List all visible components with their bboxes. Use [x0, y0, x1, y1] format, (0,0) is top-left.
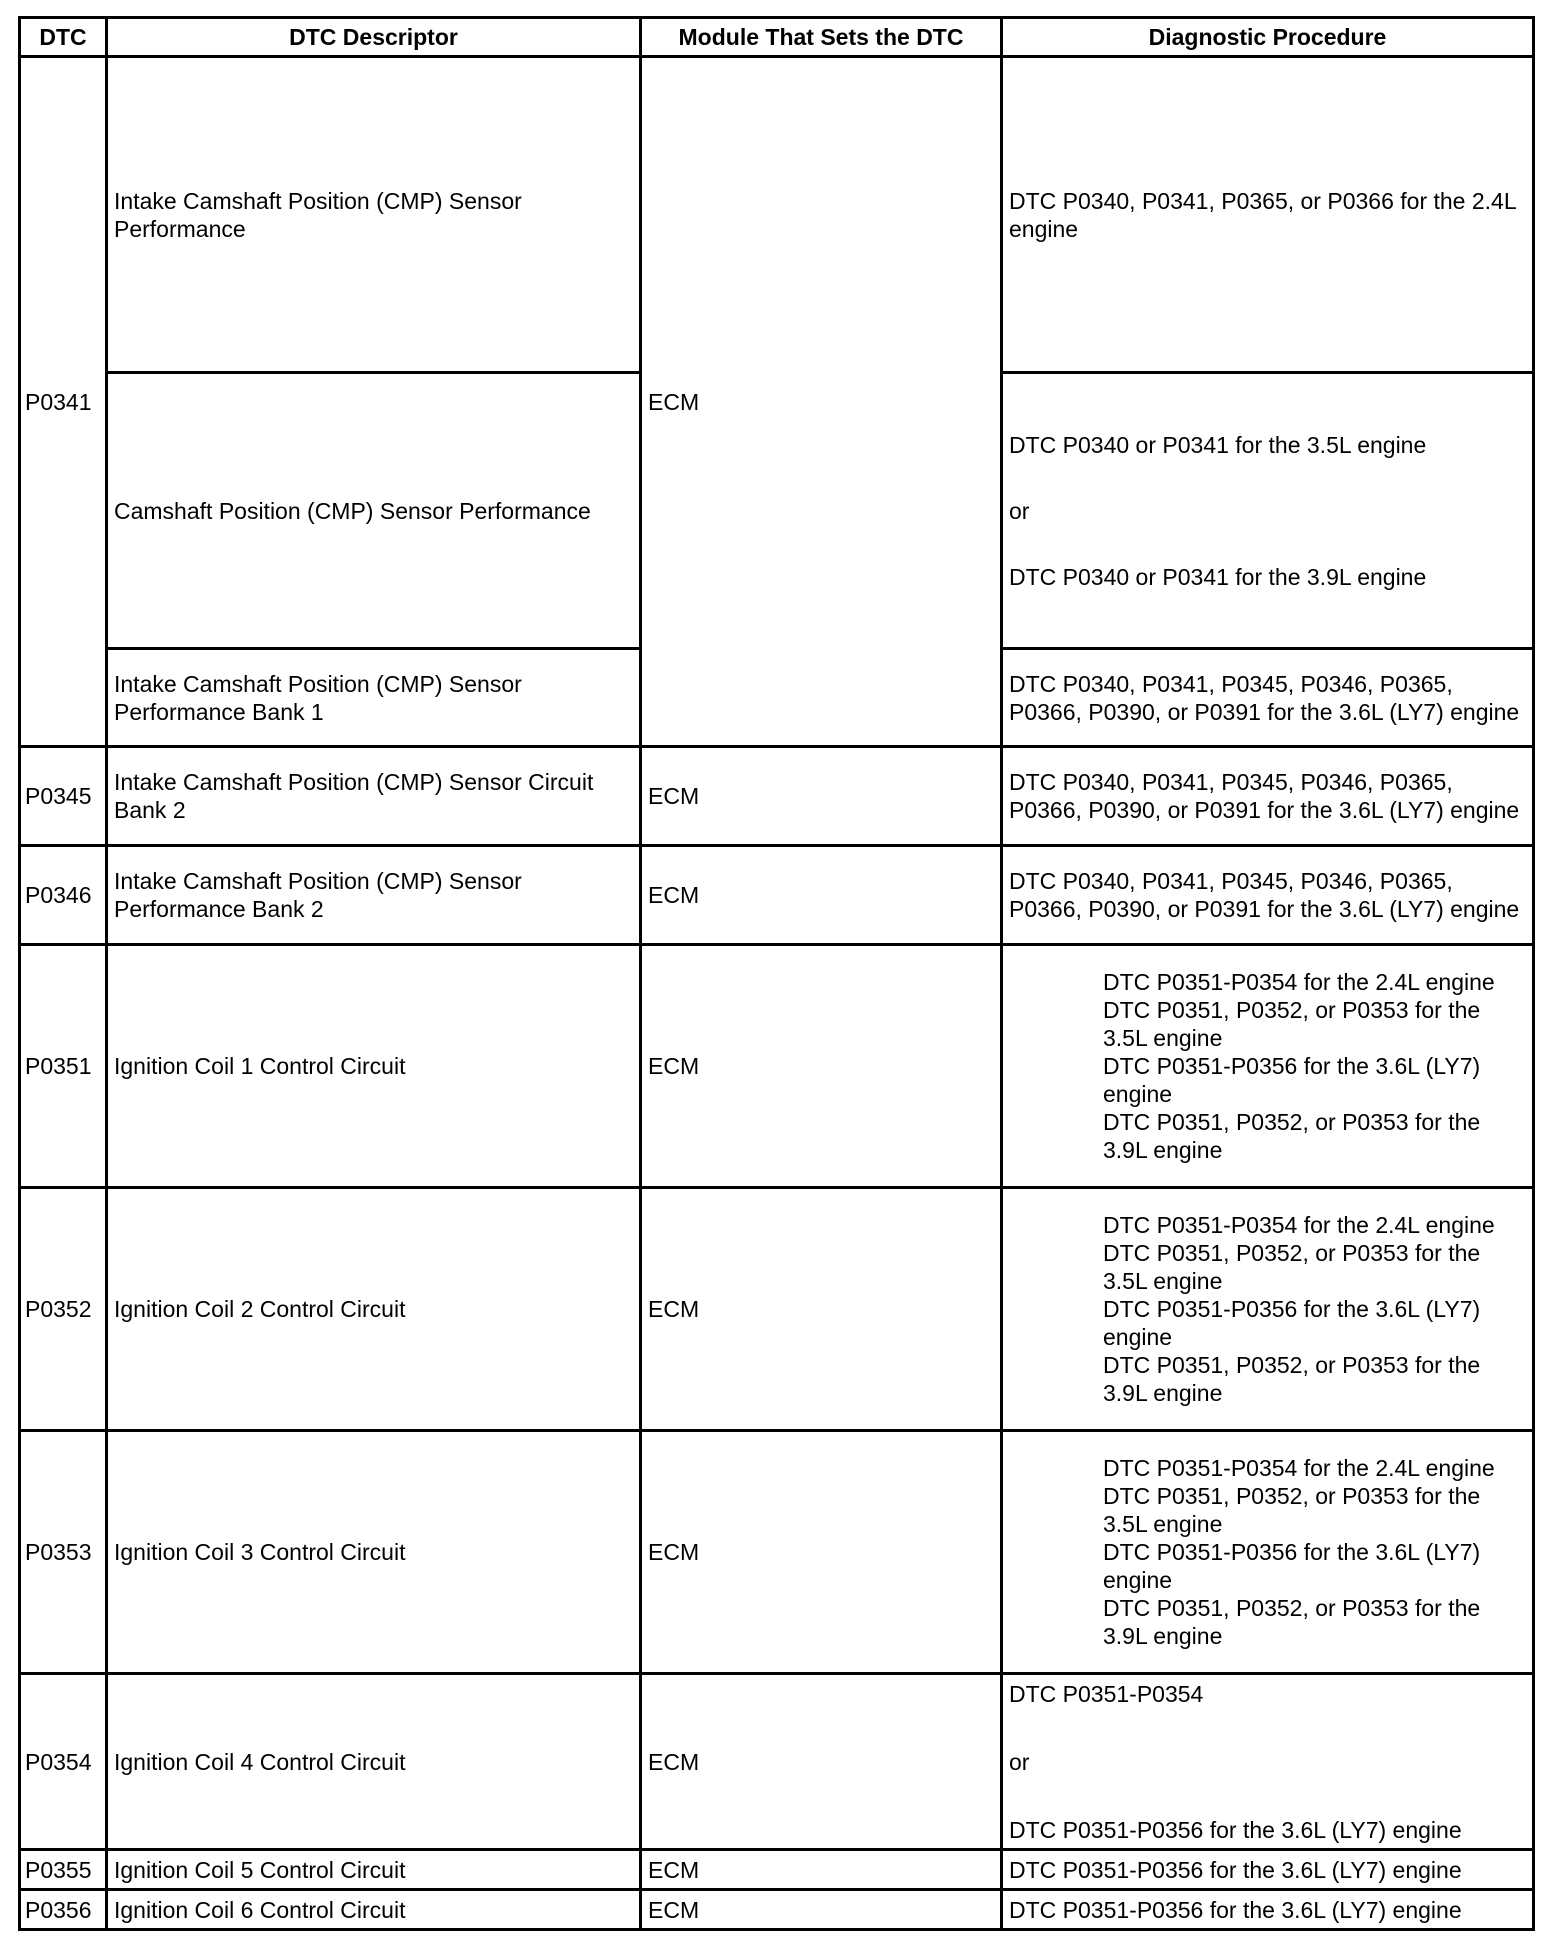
table-row-p0341-a [20, 57, 1534, 373]
procedure-line: DTC P0351, P0352, or P0353 for the 3.9L engine [1103, 1109, 1481, 1163]
procedure-line: DTC P0340 or P0341 for the 3.9L engine [1009, 563, 1427, 590]
procedure-p0353 [1002, 1431, 1534, 1674]
header-row [20, 18, 1534, 57]
dtc-code-p0353: P0353 [20, 1431, 107, 1674]
procedure-p0346: DTC P0340, P0341, P0345, P0346, P0365, P0366, P0390, or P0391 for the 3.6L (LY7) engine [1002, 846, 1534, 945]
descriptor-p0341-a: Intake Camshaft Position (CMP) Sensor Performance [107, 57, 641, 373]
procedure-line: DTC P0351-P0356 for the 3.6L (LY7) engine [1103, 1053, 1481, 1107]
procedure-line: DTC P0351-P0356 for the 3.6L (LY7) engine [1103, 1539, 1481, 1593]
procedure-or: or [1009, 497, 1030, 524]
table-row-p0354 [20, 1674, 1534, 1850]
header-dtc: DTC [20, 18, 107, 57]
dtc-code-p0352: P0352 [20, 1188, 107, 1431]
procedure-p0356: DTC P0351-P0356 for the 3.6L (LY7) engine [1002, 1890, 1534, 1930]
procedure-line: DTC P0351, P0352, or P0353 for the 3.9L engine [1103, 1352, 1481, 1406]
module-p0341: ECM [641, 57, 1002, 747]
dtc-code-p0346: P0346 [20, 846, 107, 945]
dtc-code-p0354: P0354 [20, 1674, 107, 1850]
descriptor-p0341-b: Camshaft Position (CMP) Sensor Performance [107, 373, 641, 649]
procedure-line: DTC P0340 or P0341 for the 3.5L engine [1009, 431, 1427, 458]
procedure-p0341-b [1002, 373, 1534, 649]
table-row-p0351 [20, 945, 1534, 1188]
procedure-p0351 [1002, 945, 1534, 1188]
procedure-line: DTC P0351, P0352, or P0353 for the 3.5L engine [1103, 1483, 1481, 1537]
procedure-p0352 [1002, 1188, 1534, 1431]
procedure-p0355: DTC P0351-P0356 for the 3.6L (LY7) engine [1002, 1850, 1534, 1890]
procedure-line: DTC P0351-P0356 for the 3.6L (LY7) engine [1009, 1816, 1462, 1843]
header-module: Module That Sets the DTC [641, 18, 1002, 57]
descriptor-p0355: Ignition Coil 5 Control Circuit [107, 1850, 641, 1890]
descriptor-p0356: Ignition Coil 6 Control Circuit [107, 1890, 641, 1930]
module-p0353: ECM [641, 1431, 1002, 1674]
procedure-line: DTC P0351-P0354 [1009, 1680, 1204, 1707]
table-row-p0355 [20, 1850, 1534, 1890]
module-p0355: ECM [641, 1850, 1002, 1890]
dtc-code-p0341: P0341 [20, 57, 107, 747]
procedure-line: DTC P0351, P0352, or P0353 for the 3.9L engine [1103, 1595, 1481, 1649]
module-p0352: ECM [641, 1188, 1002, 1431]
dtc-code-p0351: P0351 [20, 945, 107, 1188]
table-row-p0345 [20, 747, 1534, 846]
dtc-code-p0355: P0355 [20, 1850, 107, 1890]
descriptor-p0346: Intake Camshaft Position (CMP) Sensor Performance Bank 2 [107, 846, 641, 945]
descriptor-p0351: Ignition Coil 1 Control Circuit [107, 945, 641, 1188]
descriptor-p0345: Intake Camshaft Position (CMP) Sensor Circuit Bank 2 [107, 747, 641, 846]
procedure-p0341-c: DTC P0340, P0341, P0345, P0346, P0365, P0366, P0390, or P0391 for the 3.6L (LY7) engine [1002, 649, 1534, 747]
procedure-p0354 [1002, 1674, 1534, 1850]
header-procedure: Diagnostic Procedure [1002, 18, 1534, 57]
descriptor-p0354: Ignition Coil 4 Control Circuit [107, 1674, 641, 1850]
procedure-line: DTC P0351, P0352, or P0353 for the 3.5L engine [1103, 997, 1481, 1051]
table-row-p0352 [20, 1188, 1534, 1431]
descriptor-p0341-c: Intake Camshaft Position (CMP) Sensor Performance Bank 1 [107, 649, 641, 747]
procedure-p0341-a: DTC P0340, P0341, P0365, or P0366 for the 2.4L engine [1002, 57, 1534, 373]
procedure-line: DTC P0351-P0354 for the 2.4L engine [1103, 969, 1495, 995]
procedure-line: DTC P0351, P0352, or P0353 for the 3.5L engine [1103, 1240, 1481, 1294]
table-row-p0353 [20, 1431, 1534, 1674]
procedure-line: DTC P0351-P0356 for the 3.6L (LY7) engine [1103, 1296, 1481, 1350]
dtc-code-p0345: P0345 [20, 747, 107, 846]
module-p0351: ECM [641, 945, 1002, 1188]
module-p0346: ECM [641, 846, 1002, 945]
procedure-line: DTC P0351-P0354 for the 2.4L engine [1103, 1455, 1495, 1481]
module-p0345: ECM [641, 747, 1002, 846]
dtc-code-p0356: P0356 [20, 1890, 107, 1930]
module-p0356: ECM [641, 1890, 1002, 1930]
procedure-p0345: DTC P0340, P0341, P0345, P0346, P0365, P0366, P0390, or P0391 for the 3.6L (LY7) engine [1002, 747, 1534, 846]
dtc-table [18, 16, 1535, 1931]
procedure-line: DTC P0351-P0354 for the 2.4L engine [1103, 1212, 1495, 1238]
table-row-p0346 [20, 846, 1534, 945]
header-descriptor: DTC Descriptor [107, 18, 641, 57]
module-p0354: ECM [641, 1674, 1002, 1850]
descriptor-p0352: Ignition Coil 2 Control Circuit [107, 1188, 641, 1431]
table-row-p0356 [20, 1890, 1534, 1930]
procedure-or: or [1009, 1748, 1030, 1775]
descriptor-p0353: Ignition Coil 3 Control Circuit [107, 1431, 641, 1674]
